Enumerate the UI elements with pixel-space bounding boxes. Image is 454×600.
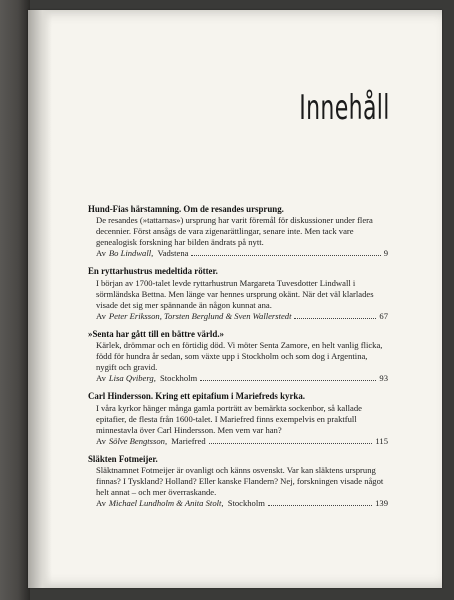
entry-description: Släktnamnet Fotmeijer är ovanligt och känns osvenskt. Var kan släktens ursprung finnas? I Tyskland? Holland? Eller kanske Flandern? Nej, forskningen visade något helt annat – och mer överraskande. [96,464,384,498]
toc-entry [88,391,388,446]
entry-authors: Sölve Bengtsson [108,435,165,446]
leader-dots [191,255,380,256]
entry-byline: Av Bo Lindwall , Vadstena 9 [96,248,388,259]
entry-page-number: 67 [379,310,388,321]
toc-entry [88,204,388,259]
entry-title: Hund-Fias härstamning. Om de resandes ursprung. [88,204,284,214]
contents-heading: Innehåll [299,88,390,128]
byline-prefix: Av [96,435,106,446]
entry-page-number: 115 [375,435,388,446]
entry-page-number: 93 [379,373,388,384]
entry-byline: Av Michael Lundholm & Anita Stolt , Stockholm 139 [96,498,388,509]
entry-description: I våra kyrkor hänger många gamla porträtt av bemärkta sockenbor, så kallade epitafier, de flesta från 1600-talet. I Mariefred finns exempelvis en praktfull minnestavla över Carl Hindersson. Men vem var han? [96,402,362,435]
entry-place: Mariefred [171,435,206,446]
page-gutter-shadow [28,10,52,588]
entry-byline: Av Lisa Qviberg , Stockholm 93 [96,373,388,384]
entry-description: Kärlek, drömmar och en förtidig död. Vi möter Senta Zamore, en helt vanlig flicka, född för hundra år sedan, som växte upp i Stockholm och som dog i Argentina, nygift och gravid. [96,340,383,373]
byline-prefix: Av [96,310,106,321]
entry-byline [96,311,388,322]
byline-prefix: Av [96,498,106,509]
entry-place: Stockholm [227,498,265,509]
leader-dots [209,443,373,444]
entry-byline: Av Sölve Bengtsson , Mariefred 115 [96,435,388,446]
entry-authors: Peter Eriksson, Torsten Berglund & Sven Wallerstedt [108,310,292,321]
entry-page-number: 9 [383,248,388,259]
entry-authors: Lisa Qviberg [108,373,154,384]
entry-page-number: 139 [375,498,388,509]
byline-prefix: Av [96,248,106,259]
book-cover-edge [0,0,30,600]
toc-entry [88,266,388,321]
entry-description: De resandes (»tattarnas») ursprung har varit föremål för diskussioner under flera decennier. Först ansågs de vara zigenarättlingar, senare inte. Men tack vare genealogisk forskning har bilden ändrats på nytt. [96,215,373,248]
toc-entry [88,329,388,384]
book-page [28,10,442,588]
entry-place: Stockholm [159,373,198,384]
entry-title: Släkten Fotmeijer. [88,453,158,464]
table-of-contents [88,204,388,516]
toc-entry [88,454,388,509]
entry-title: En ryttarhustrus medeltida rötter. [88,266,218,277]
entry-authors: Michael Lundholm & Anita Stolt [108,498,222,509]
entry-title: »Senta har gått till en bättre värld.» [88,328,224,339]
entry-description: I början av 1700-talet levde ryttarhustrun Margareta Tuvesdotter Lindwall i sörmländska Bettna. Men länge var hennes ursprung okänt. När det väl klarlades visade det sig mer spännande än någon kunnat ana. [96,277,374,310]
leader-dots [268,505,372,506]
byline-prefix: Av [96,373,106,384]
leader-dots [294,318,376,319]
entry-title: Carl Hindersson. Kring ett epitafium i Mariefreds kyrka. [88,391,306,402]
entry-authors: Bo Lindwall [108,248,152,259]
entry-place: Vadstena [157,248,189,259]
leader-dots [200,380,376,381]
